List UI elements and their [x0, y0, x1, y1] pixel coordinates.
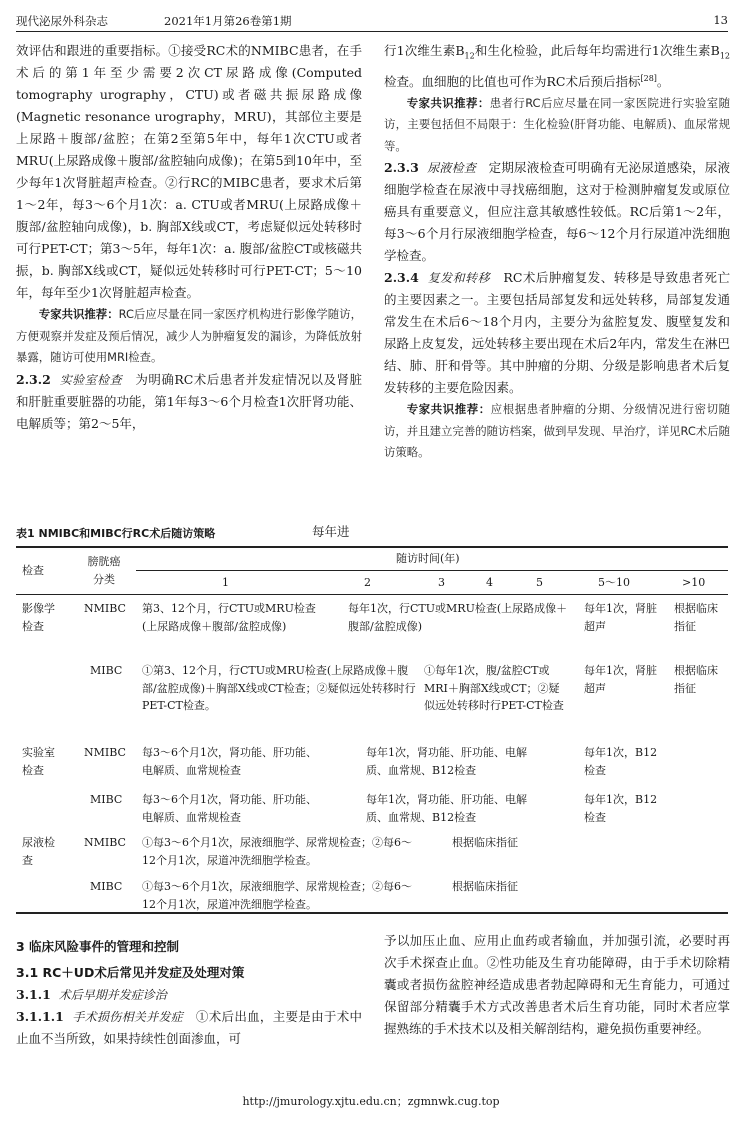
- right-column: [384, 40, 730, 464]
- heading-3: 3 临床风险事件的管理和控制: [16, 939, 180, 954]
- issue-info: 2021年1月第26卷第1期: [164, 14, 292, 28]
- lab-nmibc-year2-5: 每年1次，肾功能、肝功能、电解质、血常规、B12检查: [366, 746, 527, 777]
- left-column-bottom: [16, 936, 362, 1050]
- row-label-imaging: 影像学检查: [22, 602, 55, 633]
- imaging-nmibc-year5-10: 每年1次，肾脏超声: [584, 602, 657, 633]
- text-fragment: 。: [656, 73, 670, 89]
- section-title: 尿液检查: [427, 161, 477, 176]
- imaging-nmibc-year1: 第3、12个月，行CTU或MRU检查(上尿路成像＋腹部/盆腔成像): [142, 602, 316, 633]
- section-3-1-1-1: [16, 1006, 362, 1050]
- header-year-1: 1: [222, 576, 229, 589]
- section-text: 定期尿液检查可明确有无泌尿道感染，尿液细胞学检查在尿液中寻找癌细胞，这对于检测肿瘤复发或原位癌具有重要意义，但应注意其敏感性较低。RC后第1～2年，每3～6个月行尿液细胞学检查，每6～12个月行尿道冲洗细胞学检查。: [384, 160, 730, 264]
- lab-mibc-year5-10: 每年1次，B12检查: [584, 793, 658, 824]
- lab-mibc-year1: 每3～6个月1次，肾功能、肝功能、电解质、血常规检查: [142, 793, 317, 824]
- header-bottom-rule: [16, 594, 728, 595]
- subscript: 12: [464, 51, 475, 61]
- consensus-text: 患者行RC后应尽量在同一家医院进行实验室随访，主要包括但不局限于：生化检验(肝肾功能、电解质)、血尿常规等。: [384, 95, 730, 153]
- header-bladder-type: 膀胱癌分类: [87, 555, 121, 586]
- urine-mibc-year1-2: ①每3～6个月1次，尿液细胞学、尿常规检查；②每6～12个月1次，尿道冲洗细胞学检查。: [142, 880, 412, 911]
- section-title: 手术损伤相关并发症: [72, 1010, 184, 1024]
- consensus-text: RC后应尽量在同一家医疗机构进行影像学随访，方便观察并发症及预后情况，减少人为肿瘤复发的漏诊，为降低放射暴露，随访可使用MRI检查。: [16, 307, 362, 364]
- consensus-label: 专家共识推荐：: [38, 307, 119, 321]
- urine-mibc-rest: 根据临床指征: [452, 880, 518, 893]
- header-year-10-plus: >10: [682, 576, 706, 589]
- lab-mibc-year2-5: 每年1次，肾功能、肝功能、电解质、血常规、B12检查: [366, 793, 527, 824]
- text-fragment: 行1次维生素B: [384, 43, 465, 58]
- header-followup-time: 随访时间(年): [396, 552, 460, 565]
- row-label-urine: 尿液检查: [22, 836, 55, 867]
- section-text: ①术后出血，主要是由于术中止血不当所致，如果持续性创面渗血，可: [16, 1009, 362, 1046]
- expert-consensus-imaging: [16, 304, 362, 369]
- imaging-mibc-year3-5: ①每年1次，腹/盆腔CT或MRI＋胸部X线或CT；②疑似远处转移时行PET-CT检查: [424, 664, 564, 712]
- heading-3-1-1: [16, 984, 362, 1006]
- imaging-mibc-type: MIBC: [90, 664, 123, 677]
- section-text: 为明确RC术后患者并发症情况以及肾脏和肝脏重要脏器的功能，第1年每3～6个月检查1次肝肾功能、电解质等；第2～5年，: [16, 371, 362, 431]
- imaging-mibc-year10: 根据临床指征: [674, 664, 718, 695]
- lab-nmibc-year5-10: 每年1次，B12检查: [584, 746, 658, 777]
- imaging-nmibc-type: NMIBC: [84, 602, 126, 615]
- section-title: 复发和转移: [427, 271, 491, 286]
- urine-mibc-type: MIBC: [90, 880, 123, 893]
- consensus-text: 应根据患者肿瘤的分期、分级情况进行密切随访，并且建立完善的随访档案，做到早发现、早治疗，详见RC术后随访策略。: [384, 402, 730, 460]
- expert-consensus-recurrence: [384, 399, 730, 464]
- urine-nmibc-year1-2: ①每3～6个月1次，尿液细胞学、尿常规检查；②每6～12个月1次，尿道冲洗细胞学检查。: [142, 836, 412, 867]
- journal-name: 现代泌尿外科杂志: [16, 14, 108, 28]
- header-year-3: 3: [438, 576, 445, 589]
- subscript: 12: [719, 51, 731, 61]
- followup-strategy-table: [16, 546, 728, 913]
- page-number: 13: [713, 13, 728, 27]
- urine-nmibc-rest: 根据临床指征: [452, 836, 518, 849]
- urine-nmibc-type: NMIBC: [84, 836, 126, 849]
- section-text: RC术后肿瘤复发、转移是导致患者死亡的主要因素之一。主要包括局部复发和远处转移，局部复发通常发生在术后6～18个月内，主要分为盆腔复发、腹壁复发和尿路上皮复发，远处转移主要出现在术后2年内，常发生在淋巴结、肺、肝和骨等。其中肿瘤的分期、分级是影响患者术后复发转移的主要危险因素。: [384, 270, 730, 396]
- section-number: 2.3.4: [384, 270, 419, 286]
- section-number: 3.1.1.1: [16, 1009, 64, 1024]
- lab-nmibc-year1: 每3～6个月1次，肾功能、肝功能、电解质、血常规检查: [142, 746, 317, 777]
- row-label-lab: 实验室检查: [22, 746, 55, 777]
- heading-3-1: 3.1 RC＋UD术后常见并发症及处理对策: [16, 965, 245, 980]
- left-column: [16, 40, 362, 435]
- section-number: 3.1.1: [16, 987, 51, 1002]
- section-2-3-4: [384, 267, 730, 399]
- right-column-bottom: [384, 930, 730, 1040]
- header-year-2: 2: [364, 576, 371, 589]
- running-header: [16, 10, 728, 32]
- expert-consensus-lab: [384, 93, 730, 158]
- imaging-nmibc-year10: 根据临床指征: [674, 602, 718, 633]
- header-year-5-10: 5～10: [598, 576, 630, 589]
- header-check: 检查: [22, 564, 44, 577]
- section-number: 2.3.2: [16, 371, 51, 387]
- header-mid-rule: [136, 570, 728, 571]
- lab-nmibc-type: NMIBC: [84, 746, 126, 759]
- consensus-label: 专家共识推荐：: [406, 95, 490, 110]
- lab-mibc-type: MIBC: [90, 793, 123, 806]
- imaging-followup-paragraph: 效评估和跟进的重要指标。①接受RC术的NMIBC患者，在手术后的第1年至少需要2次CT尿路成像(Computed tomography urography，CTU)或者磁共振尿路成像(Magnetic resonance urography，MRU)，其部位主要是上尿路＋腹部/盆腔；在第2至第5年中，每年1次CTU或者MRU(上尿路成像＋腹部/盆腔轴向成像)；在第5到10年中，至少每年1次肾脏超声检查。②行RC的MIBC患者，要求术后第1～2年，每3～6个月1次：a. CTU或者MRU(上尿路成像＋腹部/盆腔轴向成像)，b. 胸部X线或CT，考虑疑似远处转移时可行PET-CT；第3～5年，每年1次：a. 腹部/盆腔CT或核磁共振，b. 胸部X线或CT，疑似远处转移时可行PET-CT；5～10年，每年至少1次肾脏超声检查。: [16, 43, 362, 300]
- lab-continuation-paragraph: [384, 40, 730, 93]
- section-number: 2.3.3: [384, 160, 419, 176]
- text-fragment: 和生化检验，此后每年均需进行1次维生素B: [474, 43, 720, 58]
- imaging-nmibc-year2-5: 每年1次，行CTU或MRU检查(上尿路成像＋腹部/盆腔成像): [348, 602, 568, 633]
- table-top-rule: [16, 546, 728, 548]
- imaging-mibc-year1-2: ①第3、12个月，行CTU或MRU检查(上尿路成像＋腹部/盆腔成像)＋胸部X线或CT检查；②疑似远处转移时行PET-CT检查。: [142, 664, 416, 712]
- table-overlap-text: 每年进: [312, 524, 350, 539]
- imaging-mibc-year5-10: 每年1次，肾脏超声: [584, 664, 657, 695]
- table-caption: 表1 NMIBC和MIBC行RC术后随访策略: [16, 527, 216, 540]
- citation-ref[interactable]: [28]: [640, 73, 657, 83]
- section-2-3-3: [384, 157, 730, 267]
- section-title: 实验室检查: [59, 372, 123, 387]
- section-title: 术后早期并发症诊治: [58, 988, 167, 1002]
- header-year-5: 5: [536, 576, 543, 589]
- text-fragment: 检查。血细胞的比值也可作为RC术后预后指标: [384, 73, 641, 89]
- section-2-3-2: [16, 369, 362, 435]
- complication-continuation: 予以加压止血、应用止血药或者输血，并加强引流，必要时再次手术探查止血。②性功能及生育功能障碍，由于手术切除精囊或者损伤盆腔神经造成患者勃起障碍和无生育能力，可通过保留部分精囊手术方式改善患者术后生育功能，同时术者应掌握熟练的手术技术以及相关解剖结构，避免损伤重要神经。: [384, 933, 730, 1036]
- consensus-label: 专家共识推荐：: [406, 402, 491, 417]
- header-year-4: 4: [486, 576, 493, 589]
- page-footer-url[interactable]: http://jmurology.xjtu.edu.cn；zgmnwk.cug.top: [242, 1095, 500, 1108]
